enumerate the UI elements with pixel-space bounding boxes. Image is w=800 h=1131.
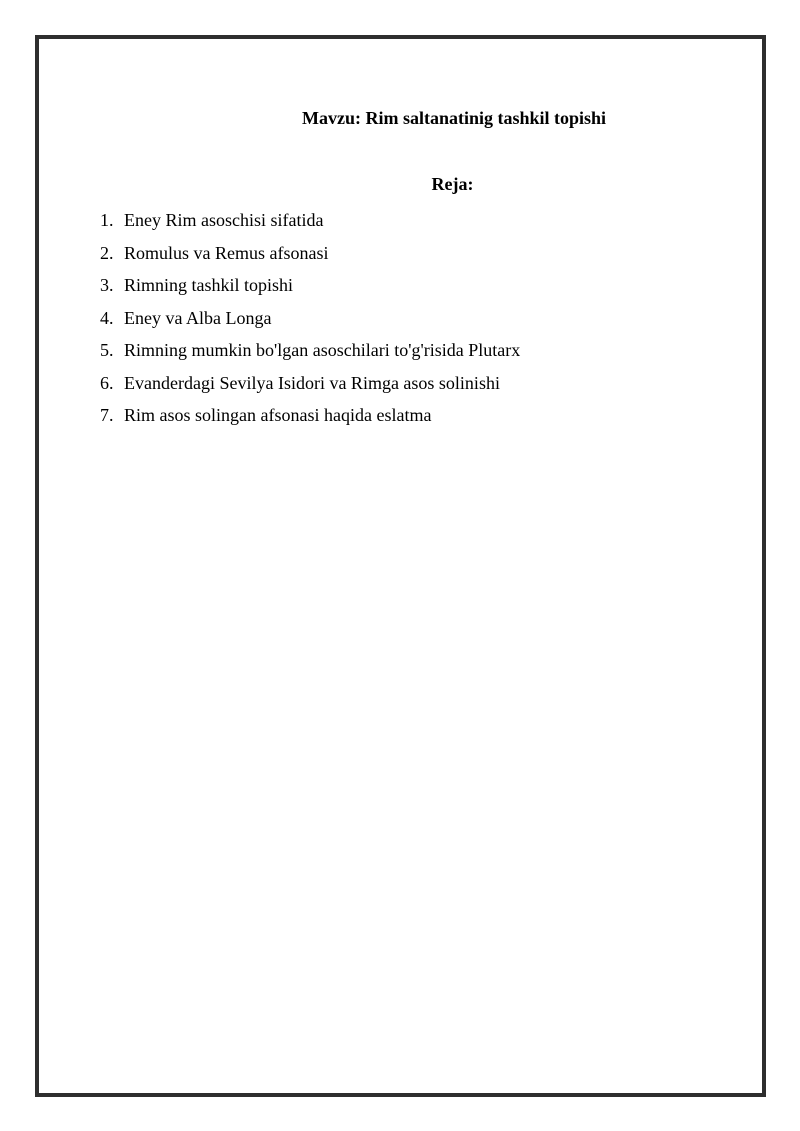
plan-item <box>100 269 520 302</box>
plan-item-number: 5. <box>100 340 114 360</box>
plan-item-number: 6. <box>100 372 114 393</box>
plan-item-text: Rimning tashkil topishi <box>124 275 294 295</box>
plan-item-number: 3. <box>100 275 114 295</box>
plan-item-text: Eney va Alba Longa <box>124 307 272 328</box>
plan-item-number: 2. <box>100 242 114 263</box>
plan-item-number: 1. <box>100 210 114 230</box>
plan-item-text: Evanderdagi Sevilya Isidori va Rimga asos solinishi <box>124 372 500 393</box>
plan-item-text: Eney Rim asoschisi sifatida <box>124 210 324 230</box>
plan-item <box>100 334 520 367</box>
plan-heading: Reja: <box>431 174 474 194</box>
plan-item-text: Rim asos solingan afsonasi haqida eslatma <box>124 405 432 425</box>
plan-item-text: Romulus va Remus afsonasi <box>124 242 329 263</box>
plan-item-number: 7. <box>100 405 114 425</box>
plan-item <box>100 204 520 237</box>
plan-item <box>100 399 520 432</box>
plan-item-text: Rimning mumkin bo'lgan asoschilari to'g'risida Plutarx <box>124 340 521 360</box>
plan-item <box>100 367 520 400</box>
plan-item-number: 4. <box>100 307 114 328</box>
plan-list <box>100 204 520 432</box>
plan-item <box>100 237 520 270</box>
document-title: Mavzu: Rim saltanatinig tashkil topishi <box>301 108 607 128</box>
plan-item <box>100 302 520 335</box>
